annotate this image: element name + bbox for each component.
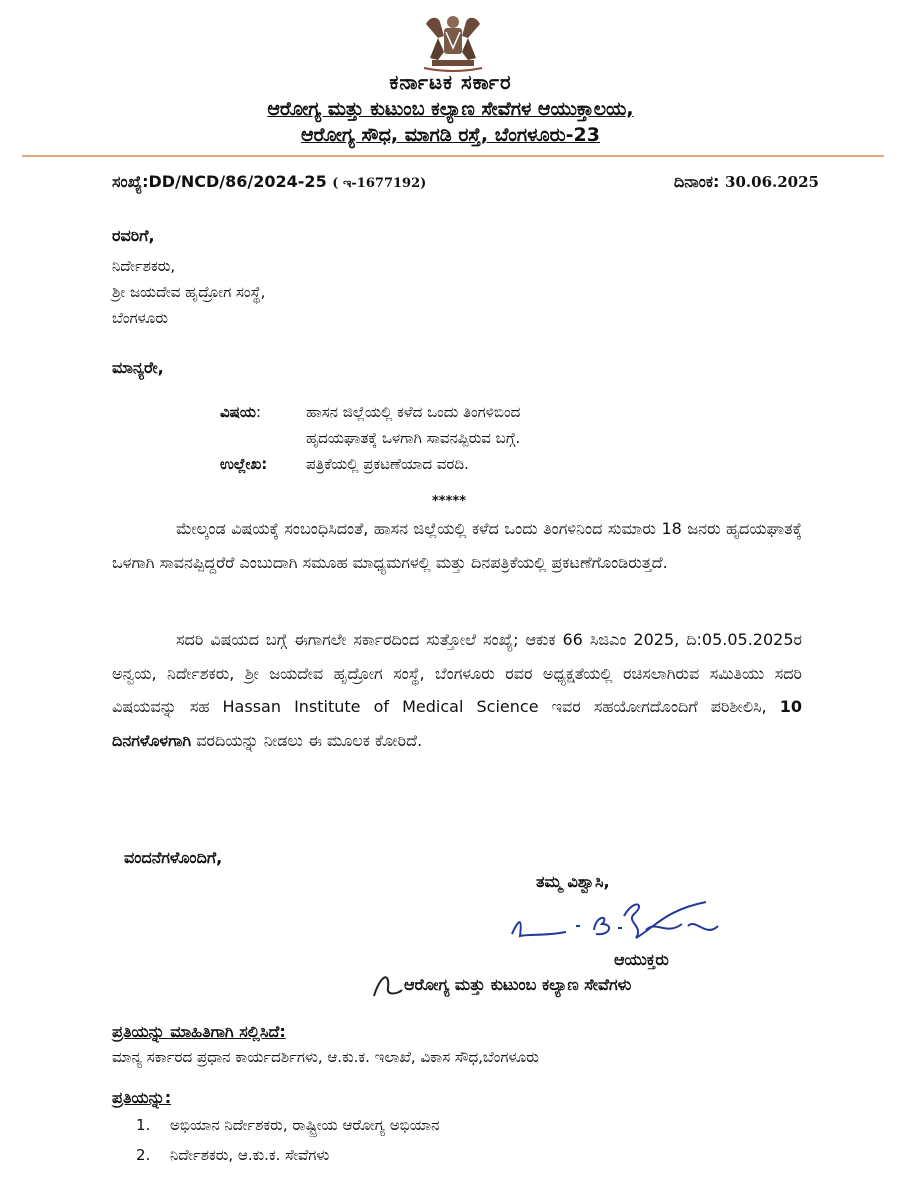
header-divider (22, 155, 884, 157)
reference-label: ಸಂಖ್ಯೆ: (112, 172, 149, 191)
list-item-text: ನಿರ್ದೇಶಕರು, ಆ.ಕು.ಕ. ಸೇವೆಗಳು (170, 1146, 330, 1164)
closing-regards: ವಂದನೆಗಳೊಂದಿಗೆ, (124, 848, 223, 867)
list-item-number: 2. (136, 1146, 151, 1164)
subject-label: ವಿಷಯ: (220, 403, 262, 421)
recipient-line-3: ಬೆಂಗಳೂರು (112, 309, 169, 327)
subject-line-1: ಹಾಸನ ಜಿಲ್ಲೆಯಲ್ಲಿ ಕಳೆದ ಒಂದು ತಿಂಗಳಿಬಿಂದ (306, 403, 521, 421)
recipient-salutation: ರವರಿಗೆ, (112, 226, 155, 245)
separator: ***** (432, 494, 466, 509)
efile-number: ( ಇ-1677192) (332, 176, 427, 191)
recipient-line-2: ಶ್ರೀ ಜಯದೇವ ಹೃದ್ರೋಗ ಸಂಸ್ಥೆ, (112, 283, 266, 301)
list-item (136, 1116, 439, 1134)
reference-value: DD/NCD/86/2024-25 (148, 172, 327, 191)
greeting: ಮಾನ್ಯರೇ, (112, 358, 164, 377)
subject-line-2: ಹೃದಯಘಾತಕ್ಕೆ ಒಳಗಾಗಿ ಸಾವನಪ್ಪಿರುವ ಬಗ್ಗೆ. (306, 429, 521, 447)
copy-info-text: ಮಾನ್ಯ ಸರ್ಕಾರದ ಪ್ರಧಾನ ಕಾರ್ಯದರ್ಶಿಗಳು, ಆ.ಕು.ಕ. ಇಲಾಖೆ, ವಿಕಾಸ ಸೌಧ,ಬೆಂಗಳೂರು (112, 1048, 539, 1066)
date-label: ದಿನಾಂಕ: (673, 172, 720, 191)
para2-text: ಸದರಿ ವಿಷಯದ ಬಗ್ಗೆ ಈಗಾಗಲೇ ಸರ್ಕಾರದಿಂದ ಸುತ್ತೋಲೆ ಸಂಖ್ಯೆ; ಆಕುಕ 66 ಸಿಜಿಎಂ 2025, ದಿ:05.05.2025ರ ಅನ್ವಯ, ನಿರ್ದೇಶಕರು, ಶ್ರೀ ಜಯದೇವ ಹೃದ್ರೋಗ ಸಂಸ್ಥೆ, ಬೆಂಗಳೂರು ರವರ ಅಧ್ಯಕ್ಷತೆಯಲ್ಲಿ ರಚಿಸಲಾಗಿರುವ ಸಮಿತಿಯು ಸದರಿ ವಿಷಯವನ್ನು ಸಹ Hassan Institute of Medical Science ಇವರ ಸಹಯೋಗದೊಂದಿಗೆ ಪರಿಶೀಲಿಸಿ, (112, 630, 802, 716)
body-paragraph-2 (112, 623, 802, 757)
recipient-line-1: ನಿರ್ದೇಶಕರು, (112, 257, 176, 275)
list-item-number: 1. (136, 1116, 151, 1134)
reference-subject-text: ಪತ್ರಿಕೆಯಲ್ಲಿ ಪ್ರಕಟಣೆಯಾದ ವರದಿ. (306, 455, 469, 473)
government-title: ಕರ್ನಾಟಕ ಸರ್ಕಾರ (389, 70, 512, 94)
office-name: ಆರೋಗ್ಯ ಮತ್ತು ಕುಟುಂಬ ಕಲ್ಯಾಣ ಸೇವೆಗಳ ಆಯುಕ್ತಾಲಯ, (267, 98, 634, 120)
department-name: ಆರೋಗ್ಯ ಮತ್ತು ಕುಟುಂಬ ಕಲ್ಯಾಣ ಸೇವೆಗಳು (404, 975, 632, 994)
copy-info-title: ಪ್ರತಿಯನ್ನು ಮಾಹಿತಿಗಾಗಿ ಸಲ್ಲಿಸಿದೆ: (112, 1022, 286, 1041)
copies-title: ಪ್ರತಿಯನ್ನು: (112, 1088, 172, 1107)
closing-yours: ತಮ್ಮ ವಿಶ್ವಾಸಿ, (536, 872, 610, 891)
letter-date (674, 172, 819, 192)
reference-number (112, 172, 426, 192)
para2-end: ವರದಿಯನ್ನು ನೀಡಲು ಈ ಮೂಲಕ ಕೋರಿದೆ. (196, 730, 423, 750)
handwritten-signature (506, 896, 736, 950)
list-item-text: ಅಭಿಯಾನ ನಿರ್ದೇಶಕರು, ರಾಷ್ಟ್ರೀಯ ಆರೋಗ್ಯ ಅಭಿಯಾನ (170, 1116, 440, 1134)
list-item (136, 1146, 329, 1164)
date-value: 30.06.2025 (725, 173, 819, 191)
subject-label-text: ವಿಷಯ (220, 403, 256, 421)
initial-mark-icon (370, 966, 404, 1000)
office-address: ಆರೋಗ್ಯ ಸೌಧ, ಮಾಗಡಿ ರಸ್ತೆ, ಬೆಂಗಳೂರು-23 (300, 124, 600, 146)
para2-deadline: 10 ದಿನಗಳೊಳಗಾಗಿ (112, 697, 802, 750)
karnataka-emblem-icon (420, 12, 486, 74)
body-paragraph-1 (112, 512, 802, 579)
designation: ಆಯುಕ್ತರು (614, 950, 669, 969)
reference-subject-label: ಉಲ್ಲೇಖ: (220, 455, 268, 473)
para1-text: ಮೇಲ್ಕಂಡ ವಿಷಯಕ್ಕೆ ಸಂಬಂಧಿಸಿದಂತೆ, ಹಾಸನ ಜಿಲ್ಲೆಯಲ್ಲಿ ಕಳೆದ ಒಂದು ತಿಂಗಳಿನಿಂದ ಸುಮಾರು 18 ಜನರು ಹೃದಯಘಾತಕ್ಕೆ ಒಳಗಾಗಿ ಸಾವನಪ್ಪಿದ್ದರೆರೆ ಎಂಬುದಾಗಿ ಸಮೂಹ ಮಾಧ್ಯಮಗಳಲ್ಲಿ ಮತ್ತು ದಿನಪತ್ರಿಕೆಯಲ್ಲಿ ಪ್ರಕಟಣೆಗೊಂಡಿರುತ್ತದೆ. (112, 519, 802, 572)
